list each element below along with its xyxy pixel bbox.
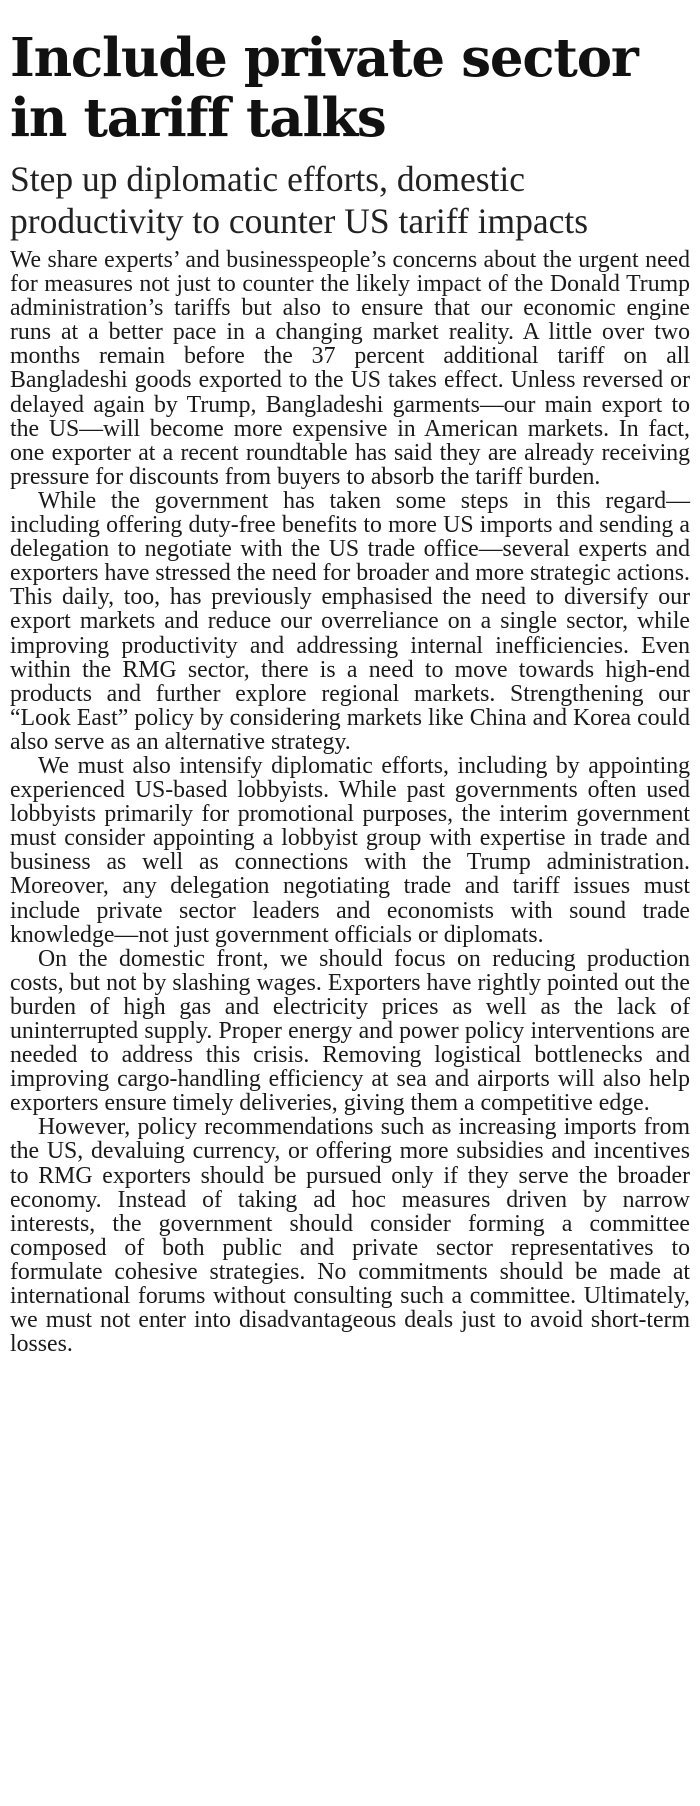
paragraph-5: However, policy recommendations such as increasing imports from the US, devaluing currency, or offering more subsidies and incentives to RMG exporters should be pursued only if they serve the broader economy. Instead of taking ad hoc measures driven by narrow interests, the government should consider forming a committee composed of both public and private sector representatives to formulate cohesive strategies. No commitments should be made at international forums without consulting such a committee. Ultimately, we must not enter into disadvantageous deals just to avoid short-term losses. (10, 1114, 690, 1358)
paragraph-1: We share experts’ and businesspeople’s concerns about the urgent need for measures not just to counter the likely impact of the Donald Trump administration’s tariffs but also to ensure that our economic engine runs at a better pace in a changing market reality. A little over two months remain before the 37 percent additional tariff on all Bangladeshi goods exported to the US takes effect. Unless reversed or delayed again by Trump, Bangladeshi garments—our main export to the US—will become more expensive in American markets. In fact, one exporter at a recent roundtable has said they are already receiving pressure for discounts from buyers to absorb the tariff burden. (10, 247, 690, 490)
paragraph-4: On the domestic front, we should focus on reducing production costs, but not by slashing wages. Exporters have rightly pointed out the burden of high gas and electricity prices as well as the lack of uninterrupted supply. Proper energy and power policy interventions are needed to address this crisis. Removing logistical bottlenecks and improving cargo-handling efficiency at sea and airports will also help exporters ensure timely deliveries, giving them a competitive edge. (10, 945, 690, 1117)
headline: Include private sector in tariff talks (10, 27, 638, 149)
paragraph-3: We must also intensify diplomatic efforts, including by appointing experienced US-based lobbyists. While past governments often used lobbyists primarily for promotional purposes, the interim government must consider appointing a lobbyist group with expertise in trade and business as well as connections with the Trump administration. Moreover, any delegation negotiating trade and tariff issues must include private sector leaders and economists with sound trade knowledge—not just government officials or diplomats. (10, 752, 690, 948)
subheadline: Step up diplomatic efforts, domestic productivity to counter US tariff impacts (10, 159, 589, 241)
paragraph-2: While the government has taken some steps in this regard—including offering duty-free benefits to more US imports and sending a delegation to negotiate with the US trade office—several experts and exporters have stressed the need for broader and more strategic actions. This daily, too, has previously emphasised the need to diversify our export markets and reduce our overreliance on a single sector, while improving productivity and addressing internal inefficiencies. Even within the RMG sector, there is a need to move towards high-end products and further explore regional markets. Strengthening our “Look East” policy by considering markets like China and Korea could also serve as an alternative strategy. (10, 487, 690, 755)
article-body (10, 248, 690, 1356)
